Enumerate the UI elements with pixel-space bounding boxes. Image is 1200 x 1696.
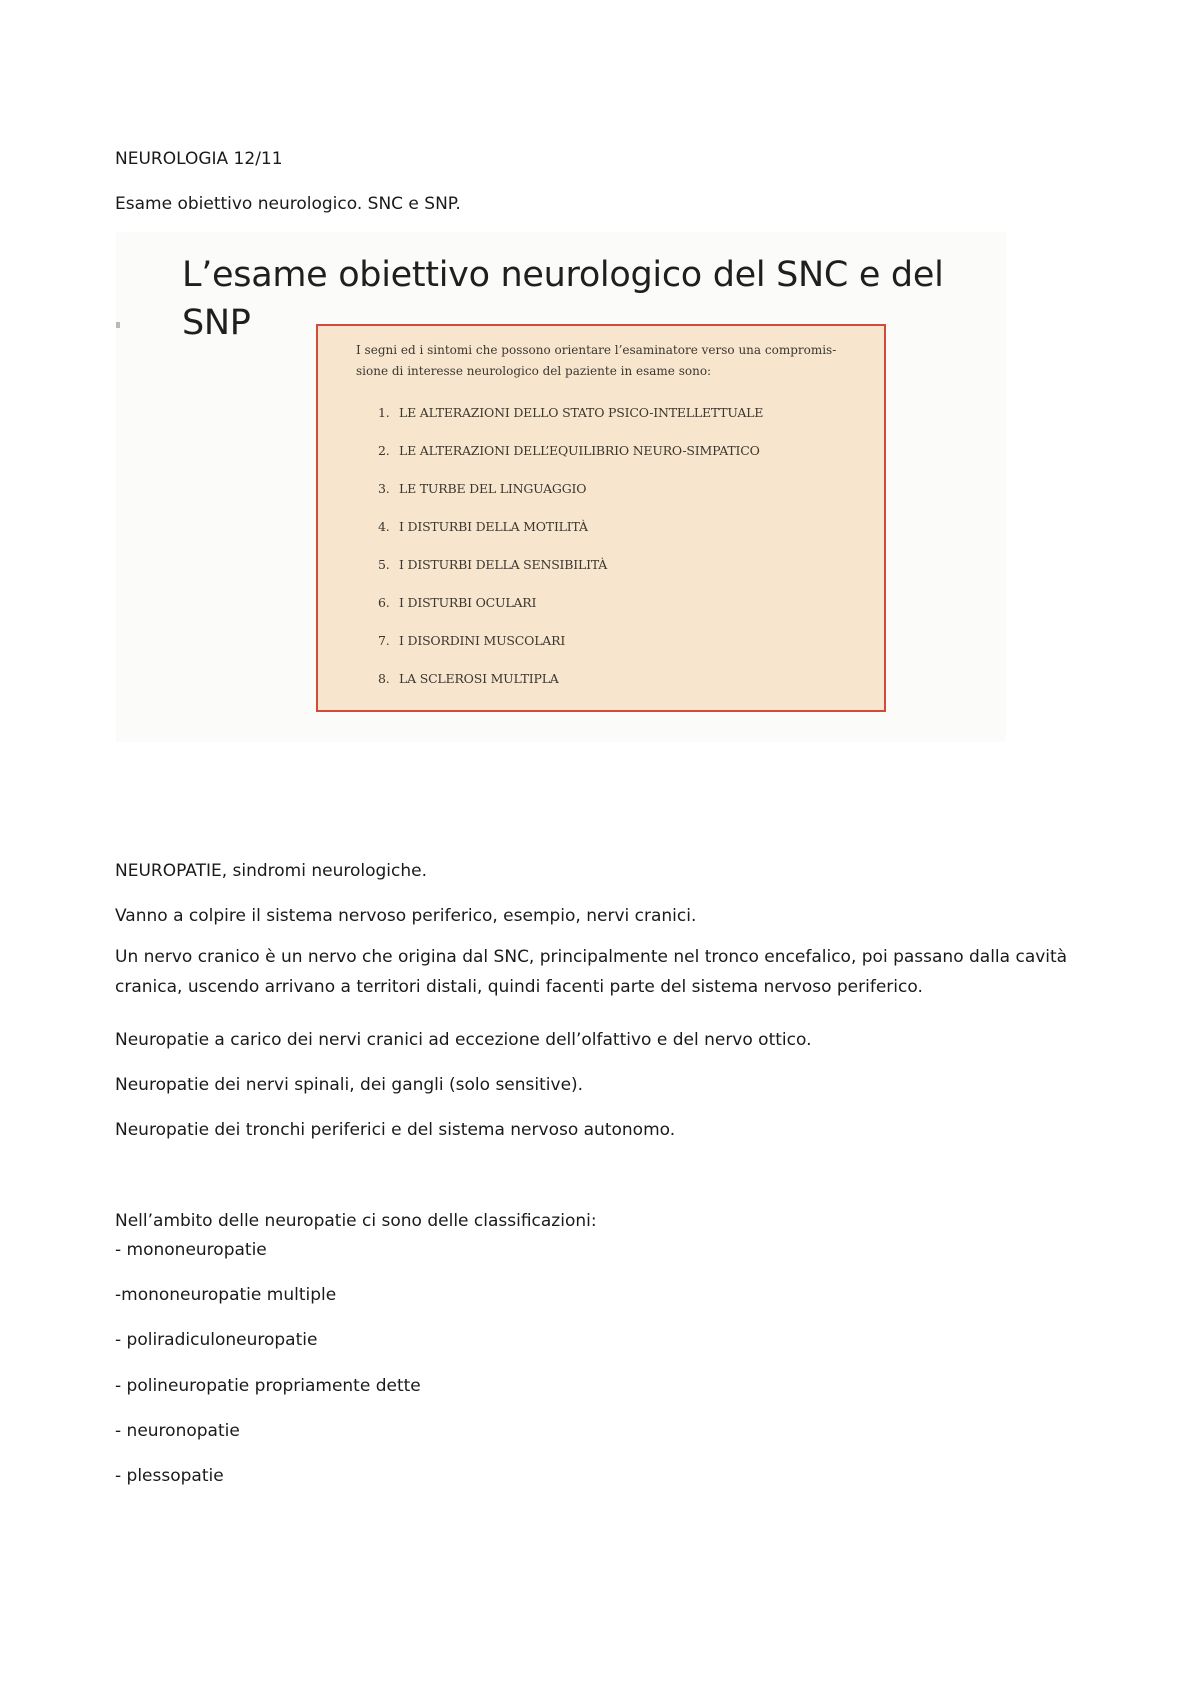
symptom-list-item: 5. I DISTURBI DELLA SENSIBILITÀ xyxy=(378,557,608,572)
list-item: - polineuropatie propriamente dette xyxy=(115,1376,421,1396)
slide-title-line-2: SNP xyxy=(182,303,251,343)
textbook-excerpt-box xyxy=(316,324,886,712)
list-item: - mononeuropatie xyxy=(115,1240,267,1260)
symptom-list-item: 1. LE ALTERAZIONI DELLO STATO PSICO-INTELLETTUALE xyxy=(378,405,764,420)
body-paragraph: Neuropatie dei tronchi periferici e del sistema nervoso autonomo. xyxy=(115,1120,676,1140)
neuropathies-heading: NEUROPATIE, sindromi neurologiche. xyxy=(115,861,428,881)
doc-subtitle: Esame obiettivo neurologico. SNC e SNP. xyxy=(115,194,461,214)
symptom-list-item: 8. LA SCLEROSI MULTIPLA xyxy=(378,671,559,686)
symptom-list-item: 2. LE ALTERAZIONI DELL’EQUILIBRIO NEURO-SIMPATICO xyxy=(378,443,760,458)
symptom-list-item: 6. I DISTURBI OCULARI xyxy=(378,595,537,610)
body-paragraph: Neuropatie a carico dei nervi cranici ad eccezione dell’olfattivo e del nervo ottico. xyxy=(115,1030,812,1050)
body-paragraph: Un nervo cranico è un nervo che origina dal SNC, principalmente nel tronco encefalico, poi passano dalla cavità cranica, uscendo arrivano a territori distali, quindi facenti parte del sistema nervoso periferico. xyxy=(115,947,1068,997)
symptom-list-item: 4. I DISTURBI DELLA MOTILITÀ xyxy=(378,519,588,534)
list-item: -mononeuropatie multiple xyxy=(115,1285,337,1305)
doc-heading: NEUROLOGIA 12/11 xyxy=(115,149,283,169)
embedded-slide-image xyxy=(116,232,1006,742)
slide-edge-mark xyxy=(116,322,120,328)
list-item: - neuronopatie xyxy=(115,1421,240,1441)
symptom-list-item: 3. LE TURBE DEL LINGUAGGIO xyxy=(378,481,587,496)
slide-title-line-1: L’esame obiettivo neurologico del SNC e del xyxy=(182,255,944,295)
list-item: - plessopatie xyxy=(115,1466,224,1486)
classification-intro: Nell’ambito delle neuropatie ci sono delle classificazioni: xyxy=(115,1211,597,1231)
list-item: - poliradiculoneuropatie xyxy=(115,1330,318,1350)
body-paragraph: Vanno a colpire il sistema nervoso periferico, esempio, nervi cranici. xyxy=(115,906,697,926)
textbook-intro: I segni ed i sintomi che possono orientare l’esaminatore verso una compromis-sione di interesse neurologico del paziente in esame sono: xyxy=(356,343,837,378)
symptom-list-item: 7. I DISORDINI MUSCOLARI xyxy=(378,633,566,648)
body-paragraph: Neuropatie dei nervi spinali, dei gangli (solo sensitive). xyxy=(115,1075,584,1095)
